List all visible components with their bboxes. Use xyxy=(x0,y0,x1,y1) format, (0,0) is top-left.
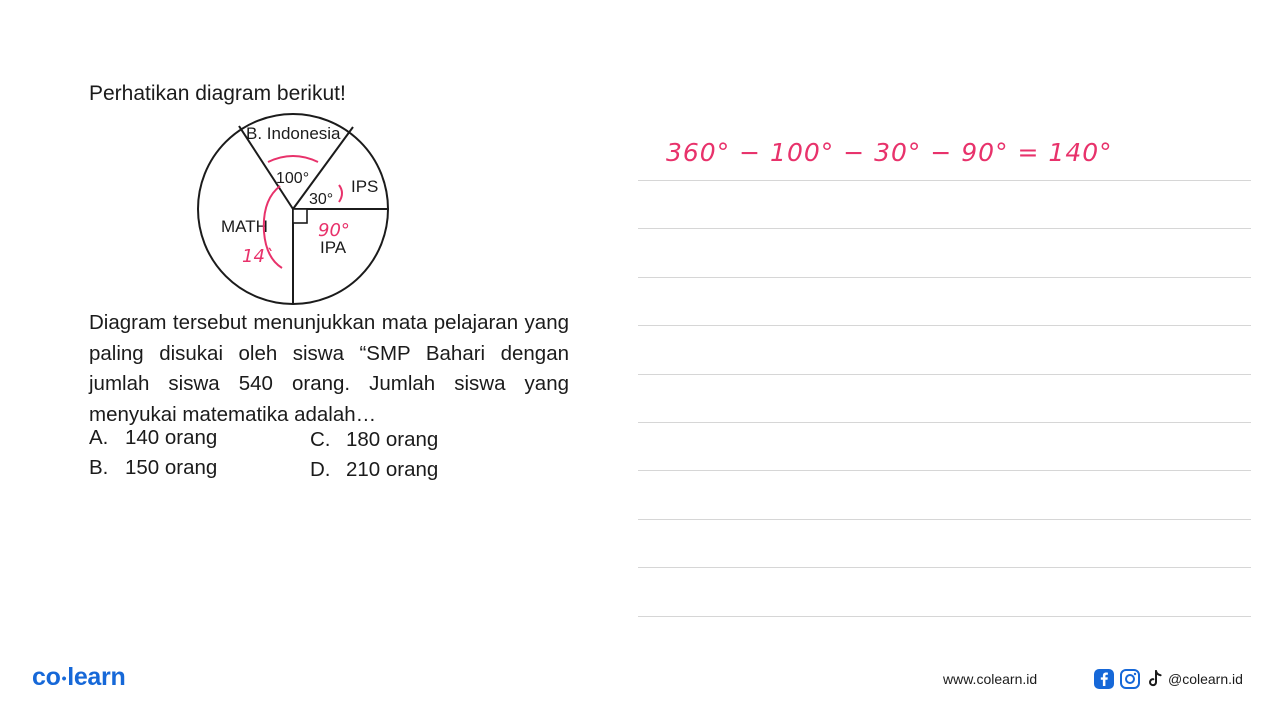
tiktok-icon[interactable] xyxy=(1144,668,1166,690)
label-indonesia: B. Indonesia xyxy=(246,124,341,143)
option-text: 180 orang xyxy=(346,428,439,451)
ruled-line xyxy=(638,277,1251,278)
instagram-icon[interactable] xyxy=(1119,668,1141,690)
ruled-line xyxy=(638,470,1251,471)
facebook-icon[interactable] xyxy=(1093,668,1115,690)
option-b[interactable] xyxy=(89,456,217,480)
label-ips: IPS xyxy=(351,177,379,196)
ruled-line xyxy=(638,228,1251,229)
option-d[interactable] xyxy=(310,458,438,482)
option-a[interactable] xyxy=(89,426,217,450)
ruled-line xyxy=(638,616,1251,617)
ruled-line xyxy=(638,567,1251,568)
brand-logo-left: co xyxy=(32,663,61,691)
ruled-line xyxy=(638,519,1251,520)
option-letter: B. xyxy=(89,456,109,479)
footer-website-link[interactable]: www.colearn.id xyxy=(943,671,1038,687)
question-text: Diagram tersebut menunjukkan mata pelajaran yang paling disukai oleh siswa “SMP Bahari dengan jumlah siswa 540 orang. Jumlah siswa yang menyukai matematika adalah… xyxy=(89,311,569,426)
annotation-arc-indonesia xyxy=(268,156,318,162)
brand-logo[interactable] xyxy=(32,663,125,692)
option-c[interactable] xyxy=(310,428,438,452)
ruled-line xyxy=(638,422,1251,423)
annotation-ipa-angle: 90° xyxy=(318,220,350,241)
footer-social-handle[interactable]: @colearn.id xyxy=(1168,671,1243,687)
right-angle-marker xyxy=(293,209,307,223)
option-letter: D. xyxy=(310,458,331,481)
ruled-line xyxy=(638,374,1251,375)
ruled-line xyxy=(638,180,1251,181)
ruled-line xyxy=(638,325,1251,326)
angle-ips: 30° xyxy=(309,191,334,208)
handwritten-working: 360° − 100° − 30° − 90° = 140° xyxy=(666,138,1113,167)
option-letter: A. xyxy=(89,426,109,449)
question-prompt: Perhatikan diagram berikut! xyxy=(89,82,346,105)
option-letter: C. xyxy=(310,428,331,451)
label-math: MATH xyxy=(221,217,268,236)
annotation-math-note: 14` xyxy=(242,246,274,267)
option-text: 210 orang xyxy=(346,458,439,481)
option-text: 140 orang xyxy=(125,426,218,449)
annotation-arc-ips xyxy=(339,185,342,202)
brand-dot-icon: • xyxy=(61,670,67,687)
angle-indonesia: 100° xyxy=(276,170,310,187)
label-ipa: IPA xyxy=(320,238,347,257)
option-text: 150 orang xyxy=(125,456,218,479)
brand-logo-right: learn xyxy=(67,663,126,691)
